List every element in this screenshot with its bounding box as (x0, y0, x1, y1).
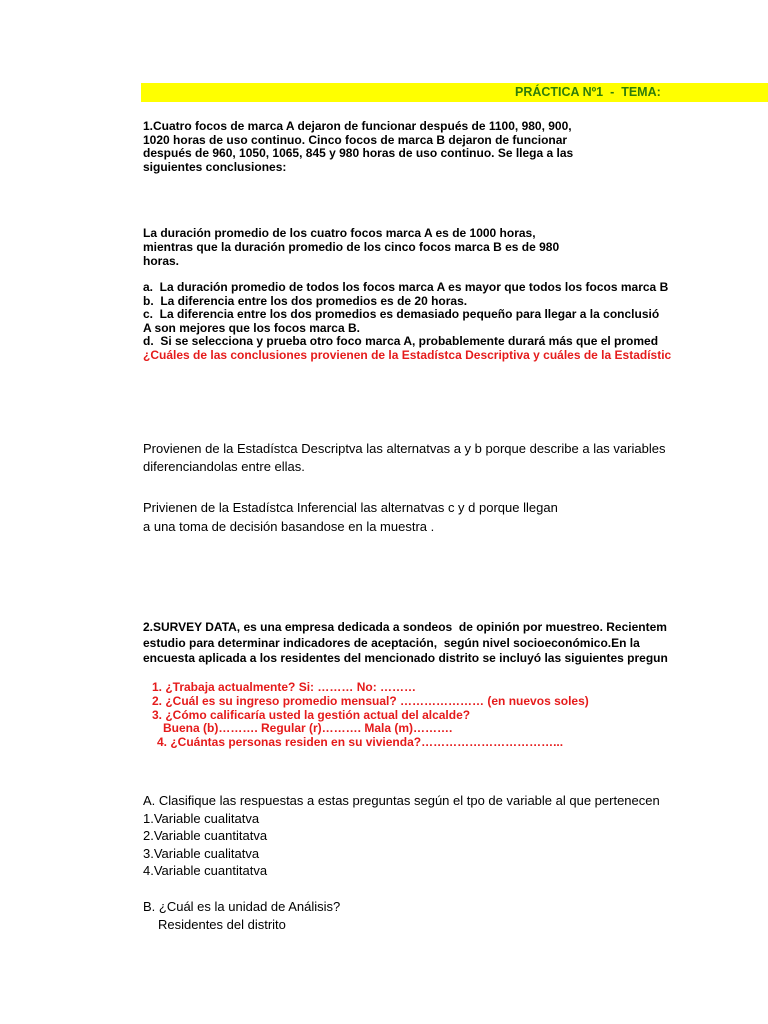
practice-title: PRÁCTICA Nº1 - TEMA: (515, 85, 661, 99)
section-a (141, 792, 672, 880)
statement-line: estudio para determinar indicadores de aceptación, según nivel socioeconómico.En la (143, 635, 640, 650)
problem-2-statement (141, 620, 672, 667)
problem-1-question: ¿Cuáles de las conclusiones provienen de la Estadístca Descriptiva y cuáles de la Estadístic (143, 348, 672, 362)
statement-line: 1020 horas de uso continuo. Cinco focos de marca B dejaron de funcionar (143, 133, 568, 147)
option-a: a. La duración promedio de todos los focos marca A es mayor que todos los focos marca B (143, 281, 669, 294)
answer-line: Provienen de la Estadístca Descriptva las alternatvas a y b porque describe a las variables (143, 441, 666, 456)
survey-question-2: 2. ¿Cuál es su ingreso promedio mensual? ………………… (en nuevos soles) (152, 694, 589, 708)
answer-line: diferenciandolas entre ellas. (143, 459, 305, 474)
option-d: d. Si se selecciona y prueba otro foco marca A, probablemente durará más que el promed (143, 335, 659, 349)
claim-line: La duración promedio de los cuatro focos marca A es de 1000 horas, (143, 226, 536, 240)
statement-line: después de 960, 1050, 1065, 845 y 980 horas de uso continuo. Se llega a las (143, 147, 574, 161)
survey-question-4: 4. ¿Cuántas personas residen en su vivienda?……………………………... (157, 736, 564, 749)
section-a-answer: 3.Variable cualitatva (143, 845, 260, 861)
section-b-answer: Residentes del distrito (158, 917, 286, 932)
answer-descriptive (141, 440, 672, 476)
section-a-answer: 4.Variable cuantitatva (143, 863, 268, 878)
section-a-answer: 1.Variable cualitatva (143, 810, 260, 826)
statement-line: encuesta aplicada a los residentes del mencionado distrito se incluyó las siguientes pregun (143, 651, 668, 665)
section-b-prompt: B. ¿Cuál es la unidad de Análisis? (143, 899, 341, 914)
section-a-prompt: A. Clasifique las respuestas a estas preguntas según el tpo de variable al que pertenecen (143, 793, 660, 808)
survey-question-3-choices: Buena (b)………. Regular (r)………. Mala (m)………. (163, 722, 453, 736)
title-highlight-band (141, 83, 768, 102)
problem-1-claim (141, 226, 672, 268)
answer-line: a una toma de decisión basandose en la muestra . (143, 518, 435, 534)
option-c-continued: A son mejores que los focos marca B. (143, 321, 360, 335)
section-b (141, 898, 672, 934)
section-a-answer: 2.Variable cuantitatva (143, 828, 268, 843)
claim-line: horas. (143, 254, 180, 268)
survey-question-1: 1. ¿Trabaja actualmente? Si: ……… No: ……… (152, 681, 417, 694)
claim-line: mientras que la duración promedio de los cinco focos marca B es de 980 (143, 240, 560, 254)
statement-line: siguientes conclusiones: (143, 161, 287, 175)
problem-1-statement (141, 120, 672, 175)
survey-question-3: 3. ¿Cómo calificaría usted la gestión actual del alcalde? (152, 708, 471, 722)
survey-questions (141, 681, 672, 750)
answer-inferential (141, 498, 672, 536)
statement-line: 1.Cuatro focos de marca A dejaron de funcionar después de 1100, 980, 900, (143, 120, 572, 133)
statement-line: 2.SURVEY DATA, es una empresa dedicada a sondeos de opinión por muestreo. Recientem (143, 620, 667, 634)
problem-1-options (141, 281, 672, 363)
option-b: b. La diferencia entre los dos promedios es de 20 horas. (143, 294, 468, 308)
answer-line: Privienen de la Estadístca Inferencial las alternatvas c y d porque llegan (143, 499, 558, 515)
option-c: c. La diferencia entre los dos promedios es demasiado pequeño para llegar a la conclusió (143, 308, 660, 322)
